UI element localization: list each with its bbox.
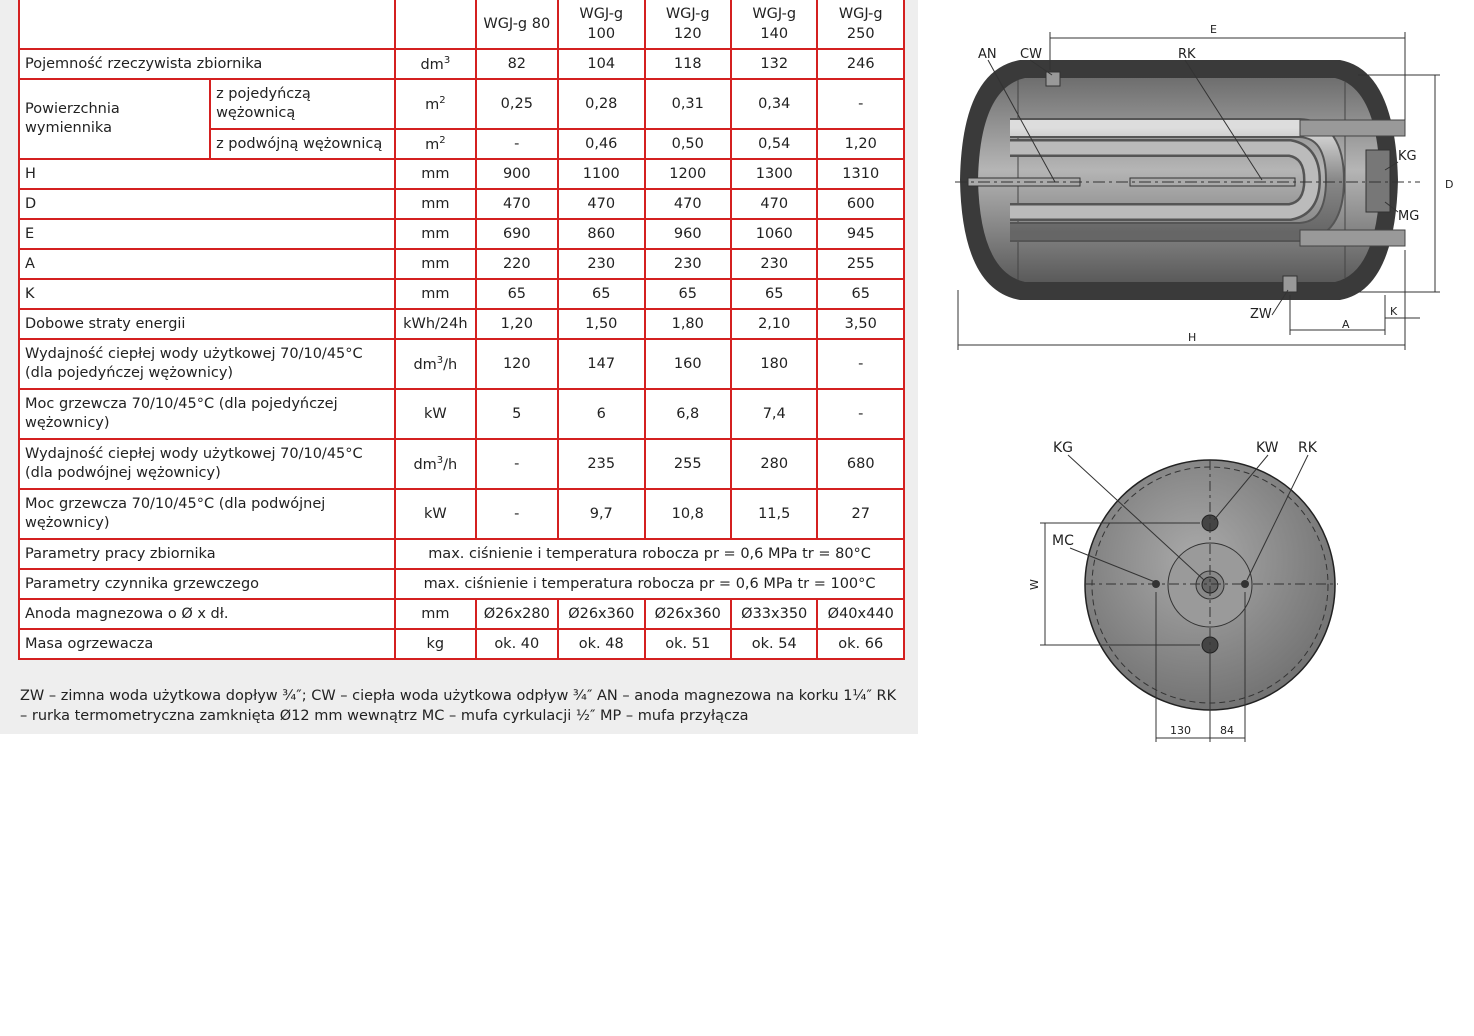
model-header xyxy=(731,0,817,49)
value-cell: 27 xyxy=(817,489,904,539)
value-cell: 600 xyxy=(817,189,904,219)
row-label: D xyxy=(19,189,395,219)
value-cell: 7,4 xyxy=(731,389,817,439)
unit-suffix: /h xyxy=(443,356,458,373)
unit-cell xyxy=(395,309,475,339)
unit-cell xyxy=(395,599,475,629)
unit: kW xyxy=(423,506,447,522)
row-label: Dobowe straty energii xyxy=(19,309,395,339)
value-cell: 0,34 xyxy=(731,79,817,129)
value-cell: 230 xyxy=(731,249,817,279)
unit: dm xyxy=(413,356,437,373)
value-cell: 1310 xyxy=(817,159,904,189)
tank-side-view-diagram xyxy=(930,0,1474,360)
row-label: z pojedyńczą wężownicą xyxy=(210,79,395,129)
unit-cell xyxy=(395,219,475,249)
value-cell: 860 xyxy=(558,219,644,249)
table-row xyxy=(19,309,904,339)
value-cell: 470 xyxy=(645,189,731,219)
row-label: Masa ogrzewacza xyxy=(19,629,395,659)
unit-cell xyxy=(395,489,475,539)
value-cell: 900 xyxy=(476,159,558,189)
value-cell: 1300 xyxy=(731,159,817,189)
row-label: Wydajność ciepłej wody użytkowej 70/10/45°C (dla podwójnej wężownicy) xyxy=(19,439,395,489)
unit-cell xyxy=(395,339,475,389)
row-label: A xyxy=(19,249,395,279)
unit-cell xyxy=(395,629,475,659)
value-cell: 230 xyxy=(558,249,644,279)
value-cell: 65 xyxy=(731,279,817,309)
value-cell: 470 xyxy=(558,189,644,219)
dim-w: W xyxy=(1028,579,1041,590)
table-row xyxy=(19,159,904,189)
model-name: WGJ-g 250 xyxy=(838,6,883,42)
value-cell: 1100 xyxy=(558,159,644,189)
row-label: Wydajność ciepłej wody użytkowej 70/10/45°C (dla pojedyńczej wężownicy) xyxy=(19,339,395,389)
value-cell: 680 xyxy=(817,439,904,489)
unit-exponent: 3 xyxy=(436,355,444,367)
abbreviation-legend: ZW – zimna woda użytkowa dopływ ¾″; CW – ciepła woda użytkowa odpływ ¾″ AN – anoda magnezowa na korku 1¼″ RK – rurka termometryczna zamknięta Ø12 mm wewnątrz MC – mufa cyrkulacji ½″ MP – mufa przyłącza xyxy=(20,688,897,724)
row-label: Parametry czynnika grzewczego xyxy=(19,569,395,599)
model-name: WGJ-g 80 xyxy=(483,16,551,32)
unit: mm xyxy=(421,166,450,182)
table-row xyxy=(19,219,904,249)
value-cell: Ø26x360 xyxy=(558,599,644,629)
row-label: Pojemność rzeczywista zbiornika xyxy=(19,49,395,79)
value-cell: 280 xyxy=(731,439,817,489)
value-cell: 11,5 xyxy=(731,489,817,539)
row-label: Parametry pracy zbiornika xyxy=(19,539,395,569)
table-row xyxy=(19,79,904,129)
value-cell: 104 xyxy=(558,49,644,79)
unit: dm xyxy=(420,56,444,73)
unit: m xyxy=(425,136,440,153)
unit-cell xyxy=(395,439,475,489)
value-cell: - xyxy=(476,489,558,539)
value-cell: 3,50 xyxy=(817,309,904,339)
unit: mm xyxy=(421,256,450,272)
value-cell: 1,20 xyxy=(476,309,558,339)
value-cell: 0,46 xyxy=(558,129,644,159)
value-cell: 1,80 xyxy=(645,309,731,339)
value-cell: 65 xyxy=(645,279,731,309)
model-name: WGJ-g 140 xyxy=(752,6,797,42)
label-kw-front: KW xyxy=(1256,440,1279,456)
row-label: Anoda magnezowa o Ø x dł. xyxy=(19,599,395,629)
value-cell: 0,25 xyxy=(476,79,558,129)
value-cell: 5 xyxy=(476,389,558,439)
value-cell: 470 xyxy=(731,189,817,219)
value-cell: - xyxy=(817,389,904,439)
value-cell: 160 xyxy=(645,339,731,389)
model-header xyxy=(476,0,558,49)
unit: m xyxy=(425,96,440,113)
value-cell: Ø33x350 xyxy=(731,599,817,629)
value-cell: Ø26x360 xyxy=(645,599,731,629)
value-cell: 0,50 xyxy=(645,129,731,159)
label-kg: KG xyxy=(1398,149,1417,164)
value-cell: 6,8 xyxy=(645,389,731,439)
unit-exponent: 3 xyxy=(443,55,451,67)
table-row xyxy=(19,439,904,489)
value-cell: 180 xyxy=(731,339,817,389)
dim-e: E xyxy=(1210,23,1217,36)
table-row xyxy=(19,539,904,569)
value-cell: 1,50 xyxy=(558,309,644,339)
label-zw: ZW xyxy=(1250,307,1272,322)
value-cell: 255 xyxy=(817,249,904,279)
dim-84: 84 xyxy=(1220,724,1234,737)
unit-cell xyxy=(395,79,475,129)
value-cell: - xyxy=(476,129,558,159)
unit-cell xyxy=(395,279,475,309)
label-an: AN xyxy=(978,47,997,62)
model-name: WGJ-g 120 xyxy=(665,6,710,42)
unit: mm xyxy=(421,196,450,212)
merged-value: max. ciśnienie i temperatura robocza pr = 0,6 MPa tr = 100°C xyxy=(395,569,904,599)
group-label: Powierzchnia wymiennika xyxy=(19,79,210,159)
value-cell: 65 xyxy=(558,279,644,309)
unit-exponent: 3 xyxy=(436,455,444,467)
table-row xyxy=(19,49,904,79)
value-cell: Ø40x440 xyxy=(817,599,904,629)
table-row xyxy=(19,489,904,539)
unit-exponent: 2 xyxy=(439,135,446,147)
row-label: z podwójną wężownicą xyxy=(210,129,395,159)
value-cell: 65 xyxy=(476,279,558,309)
table-row xyxy=(19,389,904,439)
value-cell: 147 xyxy=(558,339,644,389)
value-cell: ok. 48 xyxy=(558,629,644,659)
model-header xyxy=(817,0,904,49)
value-cell: 118 xyxy=(645,49,731,79)
header-row xyxy=(19,0,904,49)
value-cell: 9,7 xyxy=(558,489,644,539)
value-cell: 690 xyxy=(476,219,558,249)
model-header xyxy=(558,0,644,49)
value-cell: 960 xyxy=(645,219,731,249)
dim-k: K xyxy=(1390,305,1398,318)
tank-front-view-diagram xyxy=(1020,420,1350,750)
value-cell: - xyxy=(817,79,904,129)
table-row xyxy=(19,279,904,309)
dim-a: A xyxy=(1342,318,1350,331)
value-cell: 230 xyxy=(645,249,731,279)
merged-value: max. ciśnienie i temperatura robocza pr = 0,6 MPa tr = 80°C xyxy=(395,539,904,569)
table-row xyxy=(19,599,904,629)
label-rk: RK xyxy=(1178,47,1196,62)
value-cell: 945 xyxy=(817,219,904,249)
row-label: Moc grzewcza 70/10/45°C (dla podwójnej wężownicy) xyxy=(19,489,395,539)
label-kg-front: KG xyxy=(1053,440,1074,456)
value-cell: 65 xyxy=(817,279,904,309)
label-cw: CW xyxy=(1020,47,1042,62)
value-cell: ok. 54 xyxy=(731,629,817,659)
value-cell: - xyxy=(476,439,558,489)
unit-cell xyxy=(395,189,475,219)
specification-panel xyxy=(0,0,918,734)
spec-table xyxy=(18,0,905,660)
value-cell: 1200 xyxy=(645,159,731,189)
row-label: Moc grzewcza 70/10/45°C (dla pojedyńczej wężownicy) xyxy=(19,389,395,439)
dim-h: H xyxy=(1188,331,1197,344)
unit-suffix: /h xyxy=(443,456,458,473)
value-cell: 2,10 xyxy=(731,309,817,339)
unit: kg xyxy=(426,636,445,652)
row-label: E xyxy=(19,219,395,249)
value-cell: 0,28 xyxy=(558,79,644,129)
value-cell: 246 xyxy=(817,49,904,79)
value-cell: 1060 xyxy=(731,219,817,249)
value-cell: 132 xyxy=(731,49,817,79)
table-row xyxy=(19,569,904,599)
value-cell: 120 xyxy=(476,339,558,389)
model-header xyxy=(645,0,731,49)
label-rk-front: RK xyxy=(1298,440,1317,456)
value-cell: ok. 40 xyxy=(476,629,558,659)
value-cell: ok. 51 xyxy=(645,629,731,659)
table-row xyxy=(19,629,904,659)
unit-cell xyxy=(395,49,475,79)
dim-d: D xyxy=(1445,178,1454,191)
model-name: WGJ-g 100 xyxy=(579,6,624,42)
label-mc-front: MC xyxy=(1052,533,1074,549)
value-cell: - xyxy=(817,339,904,389)
unit-cell xyxy=(395,389,475,439)
value-cell: 0,54 xyxy=(731,129,817,159)
value-cell: ok. 66 xyxy=(817,629,904,659)
table-row xyxy=(19,339,904,389)
label-mg: MG xyxy=(1398,209,1420,224)
unit: mm xyxy=(421,286,450,302)
row-label: H xyxy=(19,159,395,189)
table-row xyxy=(19,249,904,279)
value-cell: 82 xyxy=(476,49,558,79)
unit: kW xyxy=(423,406,447,422)
unit: mm xyxy=(421,606,450,622)
value-cell: Ø26x280 xyxy=(476,599,558,629)
value-cell: 10,8 xyxy=(645,489,731,539)
unit-cell xyxy=(395,249,475,279)
unit: mm xyxy=(421,226,450,242)
table-row xyxy=(19,189,904,219)
unit-exponent: 2 xyxy=(439,95,446,107)
dim-130: 130 xyxy=(1170,724,1191,737)
unit: kWh/24h xyxy=(403,316,468,332)
value-cell: 0,31 xyxy=(645,79,731,129)
unit: dm xyxy=(413,456,437,473)
header-unit-blank xyxy=(395,0,475,49)
value-cell: 235 xyxy=(558,439,644,489)
unit-cell xyxy=(395,129,475,159)
unit-cell xyxy=(395,159,475,189)
value-cell: 470 xyxy=(476,189,558,219)
value-cell: 255 xyxy=(645,439,731,489)
row-label: K xyxy=(19,279,395,309)
value-cell: 1,20 xyxy=(817,129,904,159)
header-blank xyxy=(19,0,395,49)
value-cell: 6 xyxy=(558,389,644,439)
value-cell: 220 xyxy=(476,249,558,279)
